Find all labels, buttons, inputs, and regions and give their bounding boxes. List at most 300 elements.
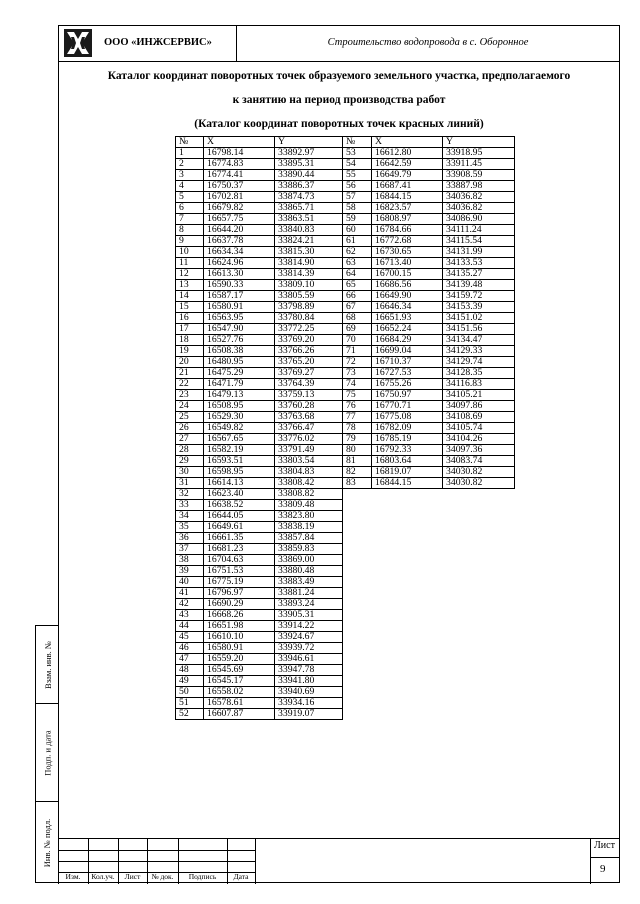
coord-x: 16652.24 (372, 324, 443, 335)
coord-x: 16774.41 (204, 170, 275, 181)
coord-y: 33880.48 (275, 566, 343, 577)
coord-x: 16508.95 (204, 401, 275, 412)
point-number: 62 (343, 247, 372, 258)
point-number: 26 (176, 423, 204, 434)
point-number: 71 (343, 346, 372, 357)
coord-y: 33769.20 (275, 335, 343, 346)
coord-x: 16479.13 (204, 390, 275, 401)
point-number: 56 (343, 181, 372, 192)
point-number: 75 (343, 390, 372, 401)
catalog-title-line-2: к занятию на период производства работ (232, 94, 446, 106)
table-row (176, 379, 343, 390)
point-number: 25 (176, 412, 204, 423)
point-number: 6 (176, 203, 204, 214)
point-number: 22 (176, 379, 204, 390)
table-row (343, 181, 515, 192)
coord-y: 34108.69 (443, 412, 515, 423)
coord-y: 33791.49 (275, 445, 343, 456)
coord-y: 34104.26 (443, 434, 515, 445)
coord-x: 16649.79 (372, 170, 443, 181)
point-number: 74 (343, 379, 372, 390)
point-number: 19 (176, 346, 204, 357)
table-row (176, 291, 343, 302)
side-stamp-inv-podl (35, 801, 58, 883)
coord-y: 34128.35 (443, 368, 515, 379)
table-row (176, 412, 343, 423)
point-number: 46 (176, 643, 204, 654)
coord-y: 33766.47 (275, 423, 343, 434)
coord-y: 33924.67 (275, 632, 343, 643)
point-number: 10 (176, 247, 204, 258)
coord-x: 16527.76 (204, 335, 275, 346)
coord-x: 16598.95 (204, 467, 275, 478)
point-number: 34 (176, 511, 204, 522)
point-number: 73 (343, 368, 372, 379)
coord-x: 16567.65 (204, 434, 275, 445)
column-header: X (372, 137, 443, 148)
table-row (343, 247, 515, 258)
table-row (176, 709, 343, 720)
coord-x: 16649.61 (204, 522, 275, 533)
coord-x: 16710.37 (372, 357, 443, 368)
table-row (343, 445, 515, 456)
table-row (176, 346, 343, 357)
table-row (343, 401, 515, 412)
table-row (176, 654, 343, 665)
point-number: 24 (176, 401, 204, 412)
point-number: 50 (176, 687, 204, 698)
coord-y: 33911.45 (443, 159, 515, 170)
coord-x: 16844.15 (372, 192, 443, 203)
coord-y: 33805.59 (275, 291, 343, 302)
header-divider (236, 25, 237, 62)
point-number: 5 (176, 192, 204, 203)
coord-y: 33869.00 (275, 555, 343, 566)
coord-x: 16649.90 (372, 291, 443, 302)
table-row (343, 148, 515, 159)
point-number: 7 (176, 214, 204, 225)
table-row (343, 434, 515, 445)
coord-x: 16792.33 (372, 445, 443, 456)
stamp-col-list: Лист (124, 872, 141, 881)
table-row (176, 500, 343, 511)
coord-x: 16614.13 (204, 478, 275, 489)
coord-y: 33780.84 (275, 313, 343, 324)
point-number: 69 (343, 324, 372, 335)
table-row (343, 467, 515, 478)
point-number: 39 (176, 566, 204, 577)
column-header: Y (275, 137, 343, 148)
table-row (176, 302, 343, 313)
coord-x: 16713.40 (372, 258, 443, 269)
point-number: 43 (176, 610, 204, 621)
stamp-col-podpis: Подпись (188, 872, 217, 881)
coord-x: 16661.35 (204, 533, 275, 544)
point-number: 8 (176, 225, 204, 236)
company-name: ООО «ИНЖСЕРВИС» (104, 37, 212, 48)
table-row (343, 478, 515, 489)
point-number: 68 (343, 313, 372, 324)
point-number: 38 (176, 555, 204, 566)
coord-y: 33763.68 (275, 412, 343, 423)
coord-y: 33892.97 (275, 148, 343, 159)
coord-y: 33947.78 (275, 665, 343, 676)
coord-y: 34133.53 (443, 258, 515, 269)
table-row (176, 544, 343, 555)
point-number: 60 (343, 225, 372, 236)
coord-x: 16563.95 (204, 313, 275, 324)
table-row (343, 456, 515, 467)
coord-y: 33764.39 (275, 379, 343, 390)
point-number: 35 (176, 522, 204, 533)
point-number: 11 (176, 258, 204, 269)
column-header: № (176, 137, 204, 148)
coord-y: 34083.74 (443, 456, 515, 467)
coord-y: 33838.19 (275, 522, 343, 533)
coord-y: 34135.27 (443, 269, 515, 280)
coord-x: 16612.80 (372, 148, 443, 159)
point-number: 41 (176, 588, 204, 599)
table-row (343, 280, 515, 291)
coord-y: 33863.51 (275, 214, 343, 225)
stamp-col-data: Дата (233, 872, 249, 881)
coord-x: 16784.66 (372, 225, 443, 236)
table-row (176, 588, 343, 599)
table-row (176, 170, 343, 181)
coord-x: 16508.38 (204, 346, 275, 357)
point-number: 57 (343, 192, 372, 203)
point-number: 20 (176, 357, 204, 368)
table-row (343, 335, 515, 346)
point-number: 17 (176, 324, 204, 335)
coord-y: 33895.31 (275, 159, 343, 170)
coord-x: 16580.91 (204, 302, 275, 313)
side-stamp-inv-vzam (35, 625, 58, 703)
table-row (176, 533, 343, 544)
coord-y: 33804.83 (275, 467, 343, 478)
table-row (176, 214, 343, 225)
point-number: 61 (343, 236, 372, 247)
coord-x: 16644.05 (204, 511, 275, 522)
table-row (176, 225, 343, 236)
point-number: 83 (343, 478, 372, 489)
coord-x: 16657.75 (204, 214, 275, 225)
table-row (176, 324, 343, 335)
point-number: 42 (176, 599, 204, 610)
table-row (176, 181, 343, 192)
coord-x: 16651.98 (204, 621, 275, 632)
coord-x: 16529.30 (204, 412, 275, 423)
table-row (343, 214, 515, 225)
table-row (176, 489, 343, 500)
coord-y: 34115.54 (443, 236, 515, 247)
point-number: 32 (176, 489, 204, 500)
table-row (176, 665, 343, 676)
point-number: 9 (176, 236, 204, 247)
table-row (343, 236, 515, 247)
table-row (176, 280, 343, 291)
coord-y: 33803.54 (275, 456, 343, 467)
coord-x: 16751.53 (204, 566, 275, 577)
side-label-inv-podl: Инв. № подл. (42, 818, 53, 868)
point-number: 16 (176, 313, 204, 324)
coord-y: 34105.74 (443, 423, 515, 434)
coord-x: 16844.15 (372, 478, 443, 489)
stamp-col-izm: Изм. (65, 872, 81, 881)
point-number: 14 (176, 291, 204, 302)
table-row (176, 698, 343, 709)
table-row (176, 676, 343, 687)
table-row (343, 368, 515, 379)
coord-x: 16750.37 (204, 181, 275, 192)
coord-y: 33840.83 (275, 225, 343, 236)
coord-x: 16730.65 (372, 247, 443, 258)
coord-y: 34116.83 (443, 379, 515, 390)
coord-x: 16580.91 (204, 643, 275, 654)
table-row (343, 291, 515, 302)
table-row (343, 159, 515, 170)
table-row (176, 247, 343, 258)
document-header (58, 25, 620, 62)
coordinates-table-left (175, 136, 343, 720)
coord-x: 16704.63 (204, 555, 275, 566)
table-row (176, 203, 343, 214)
company-logo-icon (64, 29, 92, 57)
table-row (343, 346, 515, 357)
table-row (176, 368, 343, 379)
point-number: 72 (343, 357, 372, 368)
coord-x: 16471.79 (204, 379, 275, 390)
coord-y: 33808.82 (275, 489, 343, 500)
coord-y: 33939.72 (275, 643, 343, 654)
coord-x: 16624.96 (204, 258, 275, 269)
coord-y: 33914.22 (275, 621, 343, 632)
point-number: 77 (343, 412, 372, 423)
point-number: 18 (176, 335, 204, 346)
left-header-row (176, 137, 343, 148)
coord-y: 33859.83 (275, 544, 343, 555)
point-number: 55 (343, 170, 372, 181)
coord-y: 33893.24 (275, 599, 343, 610)
coord-x: 16480.95 (204, 357, 275, 368)
coord-y: 33765.20 (275, 357, 343, 368)
coord-y: 33865.71 (275, 203, 343, 214)
coord-x: 16638.52 (204, 500, 275, 511)
coord-x: 16774.83 (204, 159, 275, 170)
coord-y: 33905.31 (275, 610, 343, 621)
coord-x: 16770.71 (372, 401, 443, 412)
point-number: 66 (343, 291, 372, 302)
point-number: 67 (343, 302, 372, 313)
coord-x: 16686.56 (372, 280, 443, 291)
table-row (343, 269, 515, 280)
right-header-row (343, 137, 515, 148)
coord-x: 16545.17 (204, 676, 275, 687)
table-row (176, 456, 343, 467)
coord-x: 16803.64 (372, 456, 443, 467)
table-row (176, 236, 343, 247)
point-number: 81 (343, 456, 372, 467)
coord-x: 16578.61 (204, 698, 275, 709)
sheet-label: Лист (594, 840, 615, 851)
coord-x: 16644.20 (204, 225, 275, 236)
coord-x: 16637.78 (204, 236, 275, 247)
table-row (176, 401, 343, 412)
project-name: Строительство водопровода в с. Оборонное (327, 37, 529, 48)
coord-x: 16590.33 (204, 280, 275, 291)
point-number: 51 (176, 698, 204, 709)
coord-y: 34105.21 (443, 390, 515, 401)
coord-x: 16679.82 (204, 203, 275, 214)
coord-y: 33887.98 (443, 181, 515, 192)
coord-x: 16785.19 (372, 434, 443, 445)
coord-x: 16775.19 (204, 577, 275, 588)
coord-y: 33815.30 (275, 247, 343, 258)
point-number: 15 (176, 302, 204, 313)
catalog-subtitle: (Каталог координат поворотных точек красных линий) (194, 118, 484, 130)
table-row (176, 148, 343, 159)
coord-x: 16613.30 (204, 269, 275, 280)
coord-y: 33874.73 (275, 192, 343, 203)
table-row (343, 412, 515, 423)
table-row (176, 522, 343, 533)
point-number: 49 (176, 676, 204, 687)
table-row (343, 423, 515, 434)
table-row (343, 192, 515, 203)
table-row (176, 269, 343, 280)
point-number: 4 (176, 181, 204, 192)
table-row (176, 423, 343, 434)
coord-y: 34139.48 (443, 280, 515, 291)
table-row (176, 632, 343, 643)
coord-y: 34129.74 (443, 357, 515, 368)
coord-y: 33918.95 (443, 148, 515, 159)
table-row (343, 170, 515, 181)
coord-x: 16798.14 (204, 148, 275, 159)
coord-y: 33772.25 (275, 324, 343, 335)
point-number: 44 (176, 621, 204, 632)
table-row (343, 390, 515, 401)
coordinates-table-right (342, 136, 515, 489)
table-row (176, 313, 343, 324)
coord-y: 34131.99 (443, 247, 515, 258)
coord-x: 16607.87 (204, 709, 275, 720)
side-label-inv-vzam: Взам. инв. № (42, 641, 53, 689)
sheet-number: 9 (600, 863, 606, 875)
point-number: 65 (343, 280, 372, 291)
coord-x: 16610.10 (204, 632, 275, 643)
table-row (343, 258, 515, 269)
coord-x: 16681.23 (204, 544, 275, 555)
coord-x: 16547.90 (204, 324, 275, 335)
coord-x: 16823.57 (372, 203, 443, 214)
coord-y: 33759.13 (275, 390, 343, 401)
title-block-stamp (58, 838, 620, 883)
coord-x: 16549.82 (204, 423, 275, 434)
point-number: 30 (176, 467, 204, 478)
coord-y: 33760.28 (275, 401, 343, 412)
point-number: 70 (343, 335, 372, 346)
table-row (176, 258, 343, 269)
point-number: 48 (176, 665, 204, 676)
point-number: 33 (176, 500, 204, 511)
table-row (176, 643, 343, 654)
table-row (176, 357, 343, 368)
coord-x: 16690.29 (204, 599, 275, 610)
coord-y: 34036.82 (443, 203, 515, 214)
coord-x: 16475.29 (204, 368, 275, 379)
table-row (343, 357, 515, 368)
coord-x: 16545.69 (204, 665, 275, 676)
coord-x: 16558.02 (204, 687, 275, 698)
table-row (176, 478, 343, 489)
coord-y: 33808.42 (275, 478, 343, 489)
coord-y: 33881.24 (275, 588, 343, 599)
coord-y: 33886.37 (275, 181, 343, 192)
point-number: 36 (176, 533, 204, 544)
table-row (343, 225, 515, 236)
coord-y: 34036.82 (443, 192, 515, 203)
coord-x: 16668.26 (204, 610, 275, 621)
point-number: 40 (176, 577, 204, 588)
column-header: Y (443, 137, 515, 148)
coord-y: 34086.90 (443, 214, 515, 225)
point-number: 21 (176, 368, 204, 379)
coord-x: 16559.20 (204, 654, 275, 665)
coord-x: 16687.41 (372, 181, 443, 192)
coord-y: 34111.24 (443, 225, 515, 236)
column-header: X (204, 137, 275, 148)
point-number: 52 (176, 709, 204, 720)
table-row (176, 434, 343, 445)
table-row (176, 511, 343, 522)
coord-y: 33809.48 (275, 500, 343, 511)
point-number: 27 (176, 434, 204, 445)
point-number: 64 (343, 269, 372, 280)
point-number: 23 (176, 390, 204, 401)
point-number: 37 (176, 544, 204, 555)
coord-y: 34030.82 (443, 467, 515, 478)
side-stamp-podp-data (35, 703, 58, 801)
coord-x: 16642.59 (372, 159, 443, 170)
table-row (176, 467, 343, 478)
point-number: 12 (176, 269, 204, 280)
point-number: 45 (176, 632, 204, 643)
table-row (343, 203, 515, 214)
table-row (176, 610, 343, 621)
catalog-title-line-1: Каталог координат поворотных точек образуемого земельного участка, предполагаемого (107, 70, 571, 82)
point-number: 82 (343, 467, 372, 478)
point-number: 53 (343, 148, 372, 159)
point-number: 47 (176, 654, 204, 665)
coord-y: 34129.33 (443, 346, 515, 357)
coord-x: 16750.97 (372, 390, 443, 401)
coord-y: 33946.61 (275, 654, 343, 665)
point-number: 79 (343, 434, 372, 445)
coord-x: 16634.34 (204, 247, 275, 258)
coord-y: 33809.10 (275, 280, 343, 291)
coord-x: 16684.29 (372, 335, 443, 346)
coord-y: 34151.56 (443, 324, 515, 335)
stamp-col-kol-uch: Кол.уч. (91, 872, 115, 881)
table-row (176, 335, 343, 346)
coord-y: 34097.86 (443, 401, 515, 412)
column-header: № (343, 137, 372, 148)
table-row (176, 445, 343, 456)
point-number: 3 (176, 170, 204, 181)
table-row (343, 313, 515, 324)
coord-y: 33769.27 (275, 368, 343, 379)
